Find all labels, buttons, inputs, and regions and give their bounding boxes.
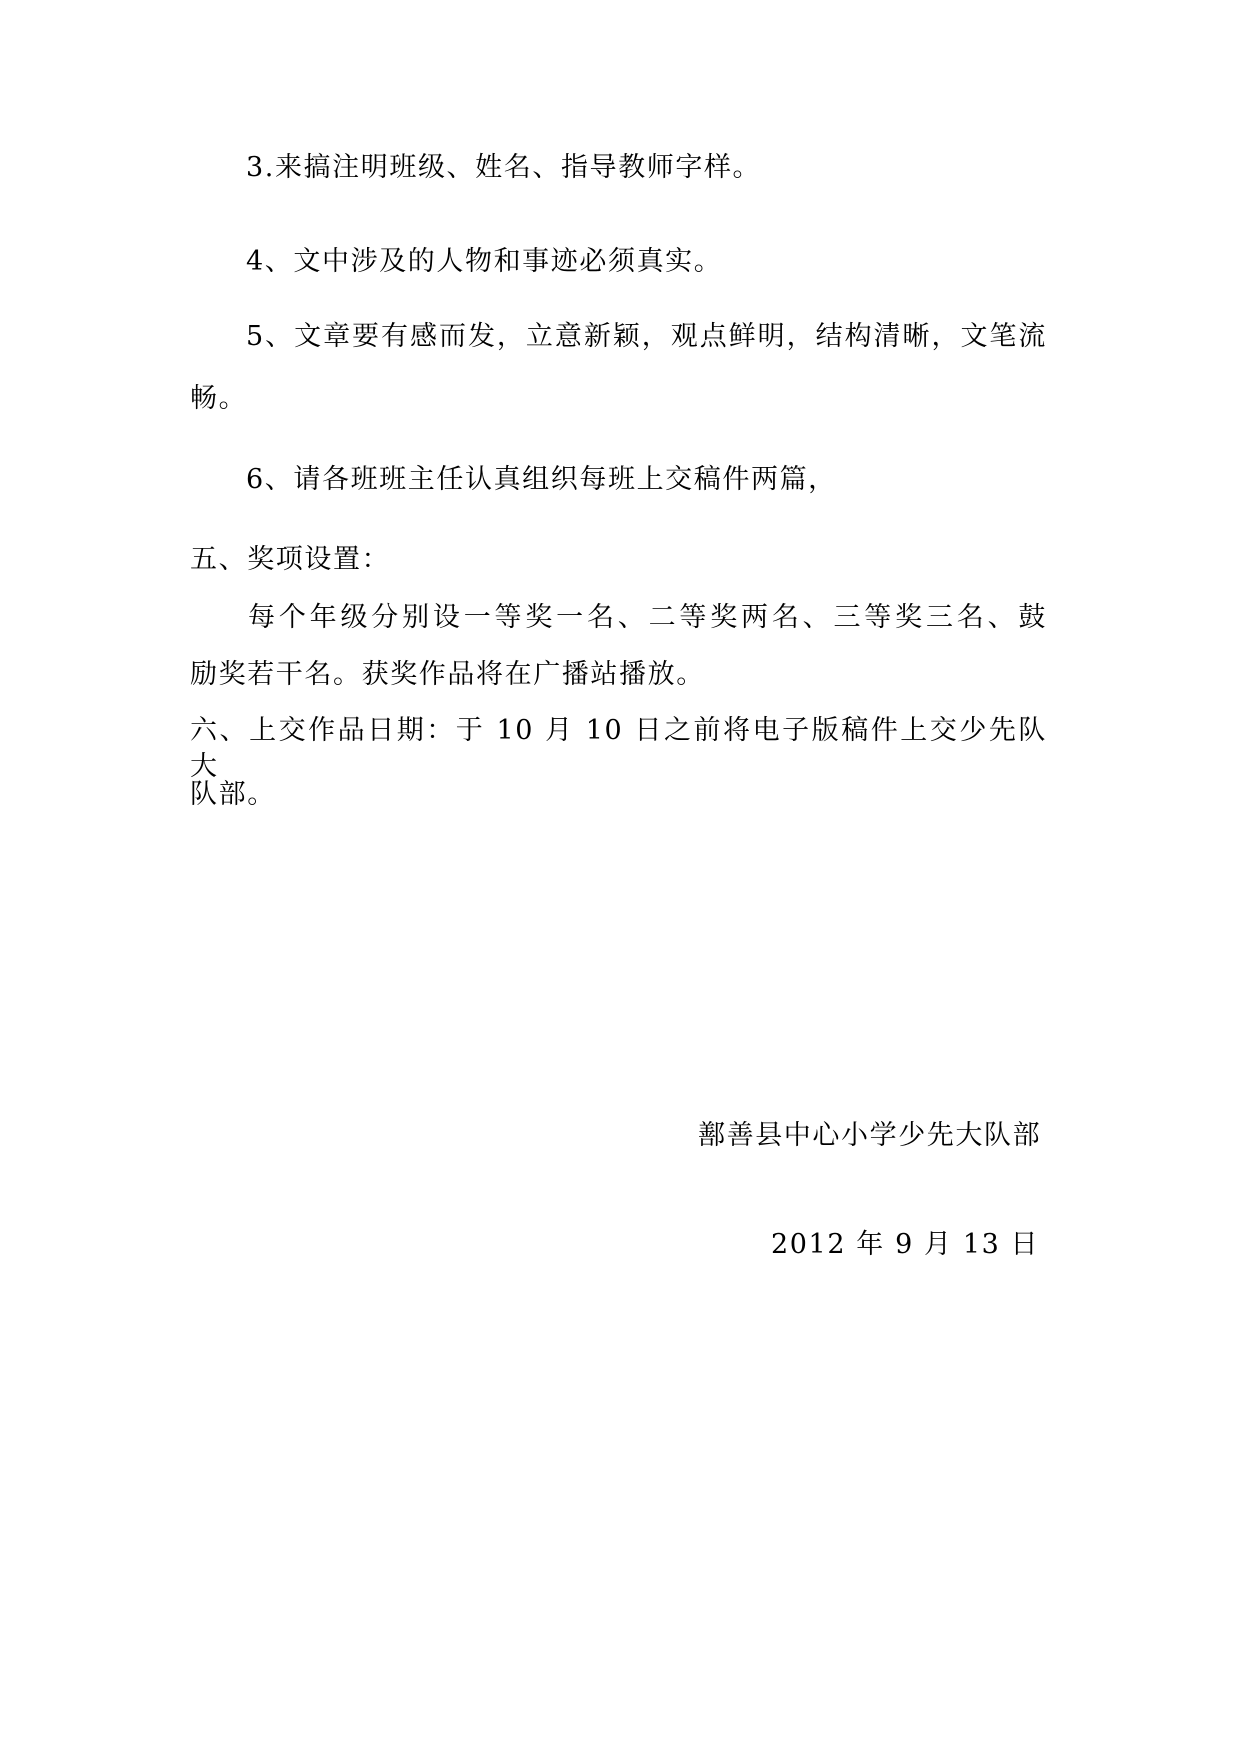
section-5-paragraph-line1: 每个年级分别设一等奖一名、二等奖两名、三等奖三名、鼓 bbox=[248, 602, 1047, 633]
item-3-text: 3.来搞注明班级、姓名、指导教师字样。 bbox=[246, 152, 762, 183]
signature-organization: 鄯善县中心小学少先大队部 bbox=[698, 1120, 1042, 1151]
section-6-line1: 六、上交作品日期：于 10 月 10 日之前将电子版稿件上交少先队大 bbox=[190, 715, 1047, 782]
item-5-text-line2: 畅。 bbox=[190, 383, 248, 414]
signature-date: 2012 年 9 月 13 日 bbox=[771, 1229, 1040, 1260]
item-4-text: 4、文中涉及的人物和事迹必须真实。 bbox=[246, 246, 723, 277]
section-6-line2: 队部。 bbox=[190, 779, 276, 810]
item-6-text: 6、请各班班主任认真组织每班上交稿件两篇， bbox=[246, 464, 837, 495]
item-5-text-line1: 5、文章要有感而发，立意新颖，观点鲜明，结构清晰，文笔流 bbox=[246, 321, 1047, 352]
section-5-paragraph-line2: 励奖若干名。获奖作品将在广播站播放。 bbox=[190, 659, 705, 690]
section-5-heading: 五、奖项设置： bbox=[190, 544, 391, 575]
